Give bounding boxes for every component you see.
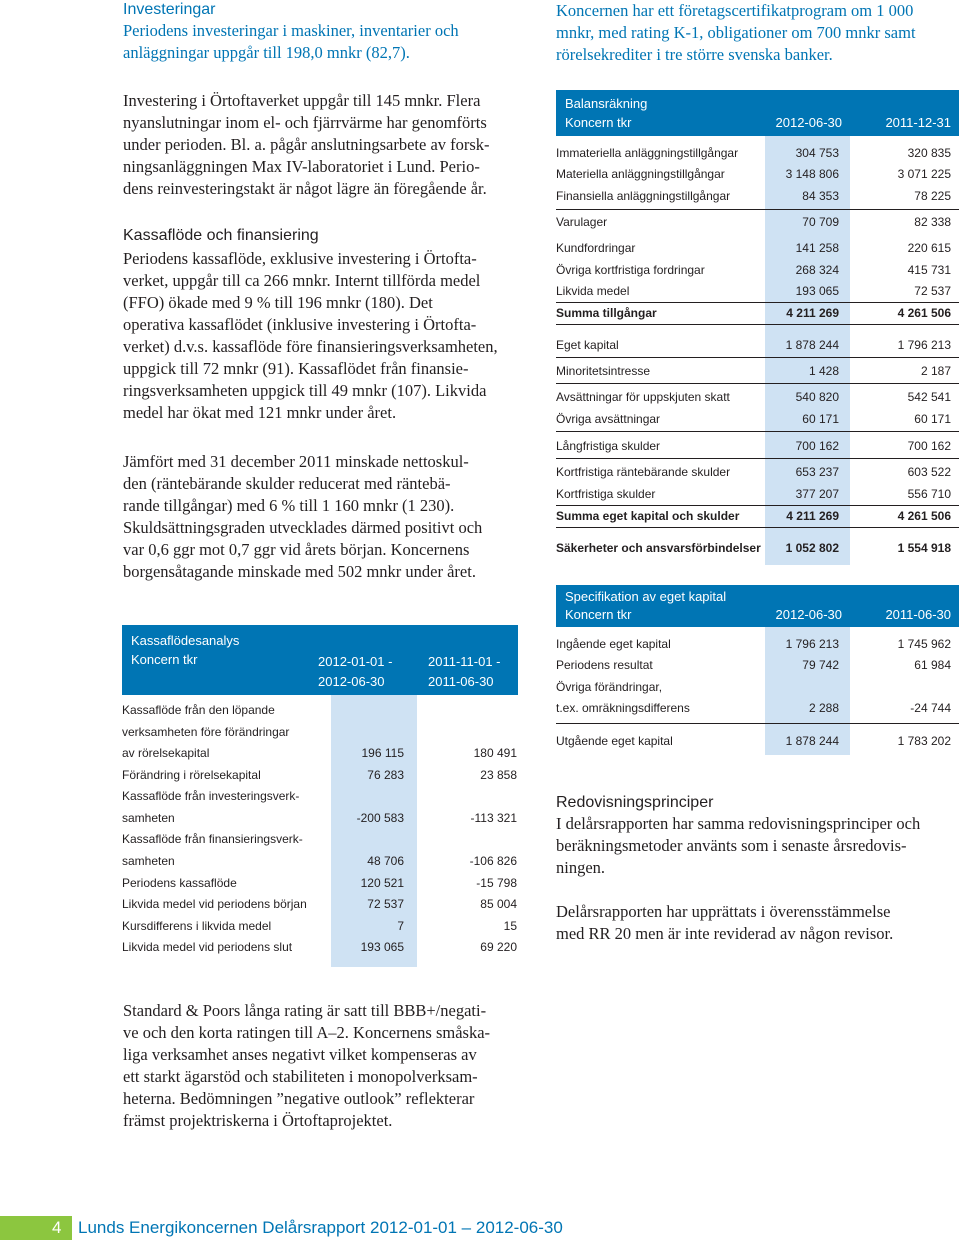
value-current: 2 288 — [808, 701, 839, 715]
value-current: 60 171 — [802, 412, 839, 426]
value-previous: 542 541 — [907, 390, 951, 404]
row-label: Materiella anläggningstillgångar — [556, 167, 725, 181]
text-line: rande tillgångar) med 6 % till 1 160 mnkr (1 230). — [123, 496, 455, 515]
value-current: 700 162 — [795, 439, 839, 453]
row-label: Likvida medel — [556, 284, 630, 298]
value-previous: 72 537 — [914, 284, 951, 298]
table-row — [556, 438, 959, 454]
table-kassaflodesanalys — [122, 625, 518, 967]
value-previous: 23 858 — [480, 768, 517, 782]
heading-kassaflode: Kassaflöde och finansiering — [123, 227, 319, 244]
row-label: Likvida medel vid periodens slut — [122, 940, 293, 954]
table-title: Kassaflödesanalys — [131, 633, 240, 648]
table-row — [122, 939, 518, 955]
paragraph-ortofta — [123, 90, 523, 200]
text-line: främst projektriskerna i Örtoftaprojektet. — [123, 1111, 393, 1130]
value-previous: 1 796 213 — [897, 338, 951, 352]
row-label: Eget kapital — [556, 338, 619, 352]
text-line: ningen. — [556, 858, 606, 877]
table-title: Specifikation av eget kapital — [565, 589, 727, 604]
value-previous: 4 261 506 — [897, 306, 951, 320]
value-current: 76 283 — [367, 768, 404, 782]
text-line: heterna. Bedömningen ”negative outlook” reflekterar — [123, 1089, 475, 1108]
value-previous: 320 835 — [907, 146, 951, 160]
value-current: 48 706 — [367, 854, 404, 868]
value-current: 72 537 — [367, 897, 404, 911]
table-row — [556, 389, 959, 405]
col-header-date-1: 2012-06-30 — [775, 607, 842, 622]
value-current: 377 207 — [795, 487, 839, 501]
text-line: Koncernen har ett företagscertifikatprogram om 1 000 — [556, 1, 914, 20]
footer — [0, 1216, 960, 1240]
table-body — [556, 136, 959, 565]
text-line: verket) d.v.s. kassaflöde före finansieringsverksamheten, — [123, 337, 498, 356]
table-row — [122, 918, 518, 934]
row-label: Kassaflöde från investeringsverk- — [122, 789, 300, 803]
value-previous: 78 225 — [914, 189, 951, 203]
col-header-line: 2011-06-30 — [428, 674, 494, 689]
table-row — [556, 240, 959, 256]
page-number: 4 — [52, 1218, 62, 1237]
table-row — [122, 875, 518, 891]
text-line: liga verksamhet anses negativt vilket kompenseras av — [123, 1045, 477, 1064]
row-divider — [556, 383, 959, 384]
row-label: Långfristiga skulder — [556, 439, 661, 453]
text-line: ve och den korta ratingen till A–2. Koncernens småska- — [123, 1023, 491, 1042]
row-label: Övriga avsättningar — [556, 412, 661, 426]
table-row — [556, 679, 959, 695]
value-current: 4 211 269 — [786, 509, 839, 523]
value-current: -200 583 — [356, 811, 404, 825]
text-line: med RR 20 men är inte reviderad av någon revisor. — [556, 924, 894, 943]
row-label: Kassaflöde från finansieringsverk- — [122, 832, 303, 846]
col-header-date-1: 2012-06-30 — [775, 115, 842, 130]
text-line: operativa kassaflödet (inklusive investering i Örtofta- — [123, 315, 477, 334]
table-row — [556, 636, 959, 652]
text-line: verket, uppgår till ca 266 mnkr. Internt tillförda medel — [123, 271, 481, 290]
investeringar-line: anläggningar uppgår till 198,0 mnkr (82,7). — [123, 43, 410, 62]
value-current: 7 — [397, 919, 404, 933]
row-label: samheten — [122, 854, 175, 868]
table-row — [556, 337, 959, 353]
value-current: 268 324 — [795, 263, 839, 277]
value-previous: 60 171 — [914, 412, 951, 426]
table-row — [556, 262, 959, 278]
table-row — [122, 788, 518, 804]
table-row — [556, 283, 959, 299]
table-row — [122, 767, 518, 783]
paragraph-foretagscertifikat — [556, 0, 960, 66]
table-row — [556, 733, 959, 749]
row-label: Kursdifferens i likvida medel — [122, 919, 272, 933]
text-line: borgensåtagande minskade med 502 mnkr under året. — [123, 562, 476, 581]
table-row — [556, 486, 959, 502]
text-line: Delårsrapporten har upprättats i överensstämmelse — [556, 902, 891, 921]
value-previous: 700 162 — [907, 439, 951, 453]
text-line: den (räntebärande skulder reducerat med räntebä- — [123, 474, 451, 493]
text-line: dens reinvesteringstakt är något lägre än föregående år. — [123, 179, 487, 198]
value-previous: -24 744 — [910, 701, 951, 715]
row-divider — [556, 357, 959, 358]
table-body — [122, 695, 518, 967]
table-row-total — [556, 540, 959, 556]
col-header-date-2: 2011-06-30 — [885, 607, 951, 622]
paragraph-jamfort — [123, 451, 523, 583]
row-label: Kortfristiga räntebärande skulder — [556, 465, 731, 479]
table-unit: Koncern tkr — [131, 652, 198, 667]
col-header-line: 2011-11-01 - — [428, 654, 501, 669]
value-previous: -106 826 — [469, 854, 517, 868]
table-row — [122, 810, 518, 826]
text-line: mnkr, med rating K-1, obligationer om 700 mnkr samt — [556, 23, 916, 42]
heading-redovisningsprinciper: Redovisningsprinciper — [556, 794, 714, 811]
row-label: Utgående eget kapital — [556, 734, 673, 748]
value-current: 79 742 — [802, 658, 839, 672]
row-label: Summa tillgångar — [556, 306, 657, 320]
value-current: 1 052 802 — [785, 541, 839, 555]
row-divider — [556, 302, 959, 303]
value-current: 196 115 — [361, 746, 404, 760]
paragraph-rating — [123, 1000, 543, 1132]
value-current: 120 521 — [360, 876, 404, 890]
row-label: samheten — [122, 811, 175, 825]
table-row — [556, 166, 959, 182]
value-current: 1 878 244 — [785, 734, 839, 748]
row-divider — [556, 458, 959, 459]
text-line: beräkningsmetoder använts som i senaste årsredovis- — [556, 836, 907, 855]
col-header-period-2 — [428, 652, 528, 692]
value-previous: 61 984 — [914, 658, 951, 672]
row-label: Ingående eget kapital — [556, 637, 671, 651]
table-row — [556, 411, 959, 427]
row-label: Kundfordringar — [556, 241, 636, 255]
text-line: Skuldsättningsgraden utvecklades därmed positivt och — [123, 518, 483, 537]
text-line: Standard & Poors långa rating är satt till BBB+/negati- — [123, 1001, 487, 1020]
investeringar-line: Periodens investeringar i maskiner, inventarier och — [123, 21, 459, 40]
value-previous: 556 710 — [907, 487, 951, 501]
value-current: 540 820 — [795, 390, 839, 404]
row-label: Periodens resultat — [556, 658, 653, 672]
text-line: var 0,6 ggr mot 0,7 ggr vid årets början. Koncernens — [123, 540, 470, 559]
value-previous: -113 321 — [470, 811, 517, 825]
heading-investeringar: Investeringar — [123, 1, 216, 18]
section-kassaflode — [123, 226, 523, 424]
row-label: Finansiella anläggningstillgångar — [556, 189, 731, 203]
row-label: Kassaflöde från den löpande — [122, 703, 275, 717]
row-label: av rörelsekapital — [122, 746, 210, 760]
value-current: 1 428 — [808, 364, 839, 378]
text-line: ett starkt ägarstöd och stabiliteten i monopolverksam- — [123, 1067, 478, 1086]
table-row-total — [556, 305, 959, 321]
table-row-total — [556, 508, 959, 524]
row-label: Kortfristiga skulder — [556, 487, 656, 501]
value-current: 1 796 213 — [785, 637, 839, 651]
text-line: rörelsekrediter i tre större svenska banker. — [556, 45, 833, 64]
row-divider — [556, 723, 959, 724]
row-label: Säkerheter och ansvarsförbindelser — [556, 541, 761, 555]
text-line: Periodens kassaflöde, exklusive investering i Örtofta- — [123, 249, 477, 268]
value-previous: 2 187 — [920, 364, 951, 378]
value-current: 193 065 — [795, 284, 839, 298]
value-previous: 415 731 — [907, 263, 951, 277]
row-label: Likvida medel vid periodens början — [122, 897, 307, 911]
value-current: 304 753 — [795, 146, 839, 160]
row-label: Avsättningar för uppskjuten skatt — [556, 390, 730, 404]
text-line: nyanslutningar inom el- och fjärrvärme har genomförts — [123, 113, 487, 132]
value-current: 1 878 244 — [785, 338, 839, 352]
value-previous: -15 798 — [476, 876, 517, 890]
footer-title: Lunds Energikoncernen Delårsrapport 2012-01-01 – 2012-06-30 — [78, 1218, 563, 1237]
row-label: Övriga kortfristiga fordringar — [556, 263, 705, 277]
table-row — [122, 896, 518, 912]
row-label: t.ex. omräkningsdifferens — [556, 701, 690, 715]
value-current: 4 211 269 — [786, 306, 839, 320]
value-previous: 69 220 — [480, 940, 517, 954]
value-current: 193 065 — [360, 940, 404, 954]
col-header-period-1 — [318, 652, 418, 692]
value-current: 141 258 — [795, 241, 839, 255]
value-previous: 180 491 — [473, 746, 517, 760]
col-header-date-2: 2011-12-31 — [885, 115, 951, 130]
value-current: 653 237 — [795, 465, 839, 479]
text-line: (FFO) ökade med 9 % till 196 mnkr (180). Det — [123, 293, 433, 312]
table-row — [122, 831, 518, 847]
text-line: Jämfört med 31 december 2011 minskade nettoskul- — [123, 452, 469, 471]
value-previous: 1 745 962 — [897, 637, 951, 651]
value-current: 3 148 806 — [785, 167, 839, 181]
row-divider — [556, 209, 959, 210]
text-line: under perioden. Bl. a. pågår anslutningsarbete av forsk- — [123, 135, 490, 154]
section-investeringar — [123, 0, 523, 64]
value-previous: 85 004 — [480, 897, 517, 911]
table-row — [556, 464, 959, 480]
value-previous: 1 554 918 — [897, 541, 951, 555]
row-label: Förändring i rörelsekapital — [122, 768, 261, 782]
table-eget-kapital — [556, 585, 959, 755]
row-label: Övriga förändringar, — [556, 680, 663, 694]
text-line: ningsanläggningen Max IV-laboratoriet i Lund. Perio- — [123, 157, 480, 176]
row-label: Varulager — [556, 215, 608, 229]
table-row — [556, 657, 959, 673]
text-line: I delårsrapporten har samma redovisningsprinciper och — [556, 814, 921, 833]
table-row — [556, 363, 959, 379]
row-label: verksamheten före förändringar — [122, 725, 290, 739]
value-previous: 220 615 — [907, 241, 951, 255]
table-title: Balansräkning — [565, 96, 648, 111]
table-row — [556, 214, 959, 230]
value-previous: 1 783 202 — [897, 734, 951, 748]
table-row — [122, 853, 518, 869]
table-balansrakning — [556, 90, 959, 565]
value-current: 84 353 — [802, 189, 839, 203]
row-label: Summa eget kapital och skulder — [556, 509, 740, 523]
section-redovisningsprinciper — [556, 793, 960, 945]
table-unit: Koncern tkr — [565, 607, 632, 622]
col-header-line: 2012-01-01 - — [318, 654, 393, 669]
row-divider — [556, 324, 959, 325]
value-previous: 3 071 225 — [897, 167, 951, 181]
row-label: Immateriella anläggningstillgångar — [556, 146, 739, 160]
text-line: medel har ökat med 121 mnkr under året. — [123, 403, 397, 422]
value-current: 70 709 — [802, 215, 839, 229]
table-row — [122, 724, 518, 740]
text-line: uppgick till 72 mnkr (91). Kassaflödet från finansie- — [123, 359, 469, 378]
table-unit: Koncern tkr — [565, 115, 632, 130]
row-divider — [556, 527, 959, 528]
col-header-line: 2012-06-30 — [318, 674, 385, 689]
value-previous: 4 261 506 — [897, 509, 951, 523]
value-previous: 603 522 — [907, 465, 951, 479]
value-previous: 82 338 — [914, 215, 951, 229]
row-label: Minoritetsintresse — [556, 364, 651, 378]
table-row — [556, 700, 959, 716]
row-divider — [556, 431, 959, 432]
row-divider — [556, 505, 959, 506]
table-row — [122, 702, 518, 718]
text-line: Investering i Örtoftaverket uppgår till 145 mnkr. Flera — [123, 91, 481, 110]
table-row — [556, 188, 959, 204]
row-label: Periodens kassaflöde — [122, 876, 237, 890]
value-previous: 15 — [503, 919, 517, 933]
table-row — [122, 745, 518, 761]
table-body — [556, 627, 959, 755]
text-line: ringsverksamheten uppgick till 49 mnkr (107). Likvida — [123, 381, 487, 400]
table-row — [556, 145, 959, 161]
